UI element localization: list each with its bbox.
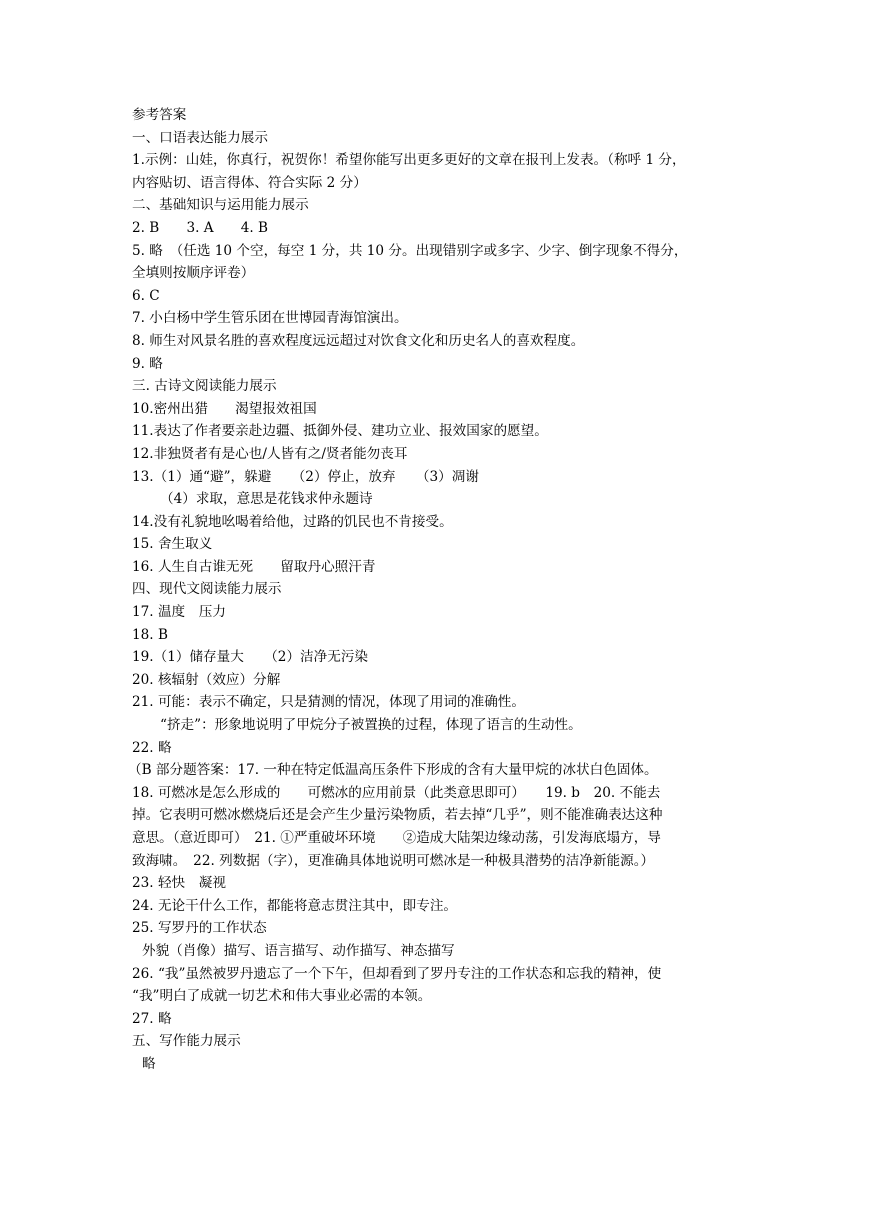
answer-line: 13.（1）通“避”，躲避 （2）停止，放弃 （3）凋谢 [132, 468, 479, 485]
answer-line: 23. 轻快 凝视 [132, 875, 226, 892]
answer-line: 10.密州出猎 渴望报效祖国 [132, 400, 317, 417]
answer-line: 27. 略 [132, 1010, 172, 1027]
answer-line: 掉。它表明可燃冰燃烧后还是会产生少量污染物质，若去掉“几乎”，则不能准确表达这种 [132, 807, 663, 824]
answer-line: 19.（1）储存量大 （2）洁净无污染 [132, 649, 369, 666]
answer-line: 20. 核辐射（效应）分解 [132, 671, 281, 688]
answer-line: 6. C [132, 287, 160, 304]
answer-line: 内容贴切、语言得体、符合实际 2 分） [132, 174, 367, 191]
answer-line: 18. 可燃冰是怎么形成的 可燃冰的应用前景（此类意思即可） 19. b 20. 不能去 [132, 784, 661, 801]
section-heading-4: 四、现代文阅读能力展示 [132, 581, 282, 598]
answer-line: 外貌（肖像）描写、语言描写、动作描写、神态描写 [142, 942, 455, 959]
answer-line: 全填则按顺序评卷） [132, 265, 255, 282]
section-heading-2: 二、基础知识与运用能力展示 [132, 197, 309, 214]
answer-line: 21. 可能：表示不确定，只是猜测的情况，体现了用词的准确性。 [132, 694, 525, 711]
answer-line: 9. 略 [132, 355, 163, 372]
answer-line: 11.表达了作者要亲赴边疆、抵御外侵、建功立业、报效国家的愿望。 [132, 423, 548, 440]
section-heading-3: 三. 古诗文阅读能力展示 [132, 378, 277, 395]
answer-line: 8. 师生对风景名胜的喜欢程度远远超过对饮食文化和历史名人的喜欢程度。 [132, 332, 585, 349]
answer-line: 17. 温度 压力 [132, 604, 226, 621]
section-heading-1: 一、口语表达能力展示 [132, 129, 268, 146]
answer-line: 24. 无论干什么工作，都能将意志贯注其中，即专注。 [132, 897, 458, 914]
answer-line: 5. 略 （任选 10 个空，每空 1 分，共 10 分。出现错别字或多字、少字、倒字现象不得分， [132, 242, 688, 259]
answer-line: 18. B [132, 626, 168, 643]
answer-line: 7. 小白杨中学生管乐团在世博园青海馆演出。 [132, 310, 408, 327]
answer-line: 14.没有礼貌地吆喝着给他，过路的饥民也不肯接受。 [132, 513, 453, 530]
answer-line: （B 部分题答案：17. 一种在特定低温高压条件下形成的含有大量甲烷的冰状白色固体。 [128, 762, 658, 779]
answer-key-text [128, 104, 744, 1076]
section-heading-5: 五、写作能力展示 [132, 1033, 241, 1050]
answer-line: 意思。（意近即可） 21. ①严重破坏环境 ②造成大陆架边缘动荡，引发海底塌方，导 [132, 830, 661, 846]
answer-line: 12.非独贤者有是心也/人皆有之/贤者能勿丧耳 [132, 445, 408, 462]
answer-line: 16. 人生自古谁无死 留取丹心照汗青 [132, 558, 376, 575]
answer-line: 略 [142, 1055, 156, 1072]
answer-line: （4）求取，意思是花钱求仲永题诗 [160, 491, 373, 508]
answer-line: 致海啸。 22. 列数据（字），更准确具体地说明可燃冰是一种极具潜势的洁净新能源。） [132, 852, 655, 869]
answer-line: 1.示例：山娃，你真行，祝贺你！希望你能写出更多更好的文章在报刊上发表。（称呼 1 分， [132, 152, 686, 169]
answer-line: 25. 写罗丹的工作状态 [132, 920, 267, 937]
document-title: 参考答案 [132, 107, 187, 123]
answer-line: 2. B 3. A 4. B [132, 219, 269, 236]
answer-line: 26. “我”虽然被罗丹遗忘了一个下午，但却看到了罗丹专注的工作状态和忘我的精神，使 [132, 965, 662, 982]
answer-line: 22. 略 [132, 739, 172, 756]
answer-line: 15. 舍生取义 [132, 536, 213, 553]
answer-line: “我”明白了成就一切艺术和伟大事业必需的本领。 [132, 988, 432, 1005]
answer-line: “挤走”：形象地说明了甲烷分子被置换的过程，体现了语言的生动性。 [160, 717, 582, 734]
